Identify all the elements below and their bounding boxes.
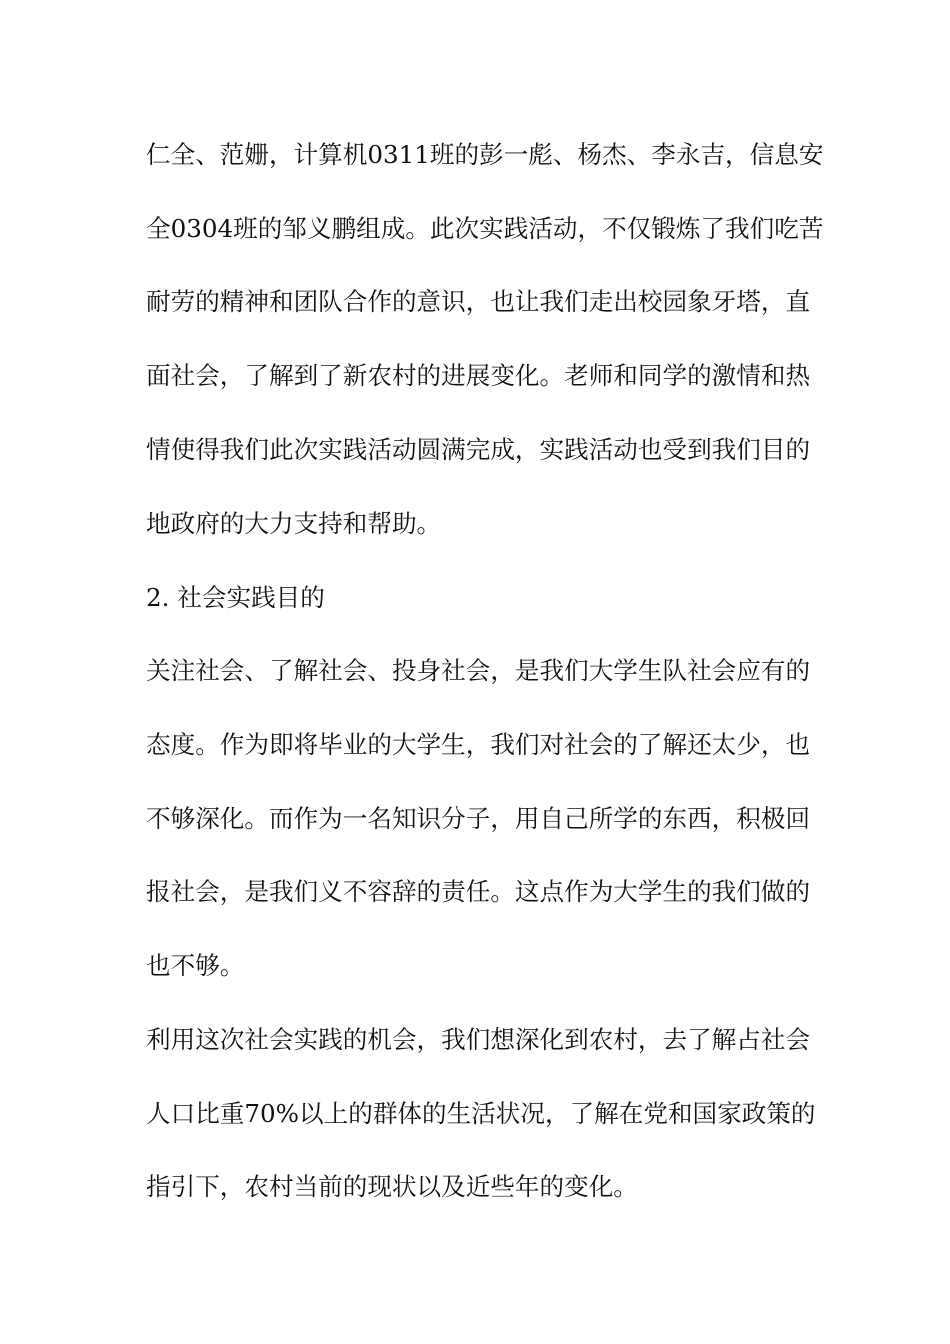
section-heading: 2. 社会实践目的 [146,583,325,612]
paragraph-line: 报社会，是我们义不容辞的责任。这点作为大学生的我们做的 [146,877,811,906]
paragraph-line: 情使得我们此次实践活动圆满完成，实践活动也受到我们目的 [146,435,811,464]
paragraph-line: 也不够。 [146,951,245,980]
paragraph-line: 关注社会、了解社会、投身社会，是我们大学生队社会应有的 [146,656,811,685]
paragraph-line: 耐劳的精神和团队合作的意识，也让我们走出校园象牙塔，直 [146,287,811,316]
paragraph-line: 指引下，农村当前的现状以及近些年的变化。 [146,1172,638,1201]
paragraph-line: 态度。作为即将毕业的大学生，我们对社会的了解还太少，也 [146,730,811,759]
paragraph-line: 仁全、范姗，计算机0311班的彭一彪、杨杰、李永吉，信息安 [146,140,824,169]
paragraph-line: 全0304班的邹义鹏组成。此次实践活动，不仅锻炼了我们吃苦 [146,214,824,243]
paragraph-line: 面社会，了解到了新农村的进展变化。老师和同学的激情和热 [146,361,811,390]
paragraph-line: 人口比重70%以上的群体的生活状况，了解在党和国家政策的 [146,1099,816,1128]
paragraph-line: 利用这次社会实践的机会，我们想深化到农村，去了解占社会 [146,1025,811,1054]
paragraph-line: 不够深化。而作为一名知识分子，用自己所学的东西，积极回 [146,804,811,833]
paragraph-line: 地政府的大力支持和帮助。 [146,509,442,538]
